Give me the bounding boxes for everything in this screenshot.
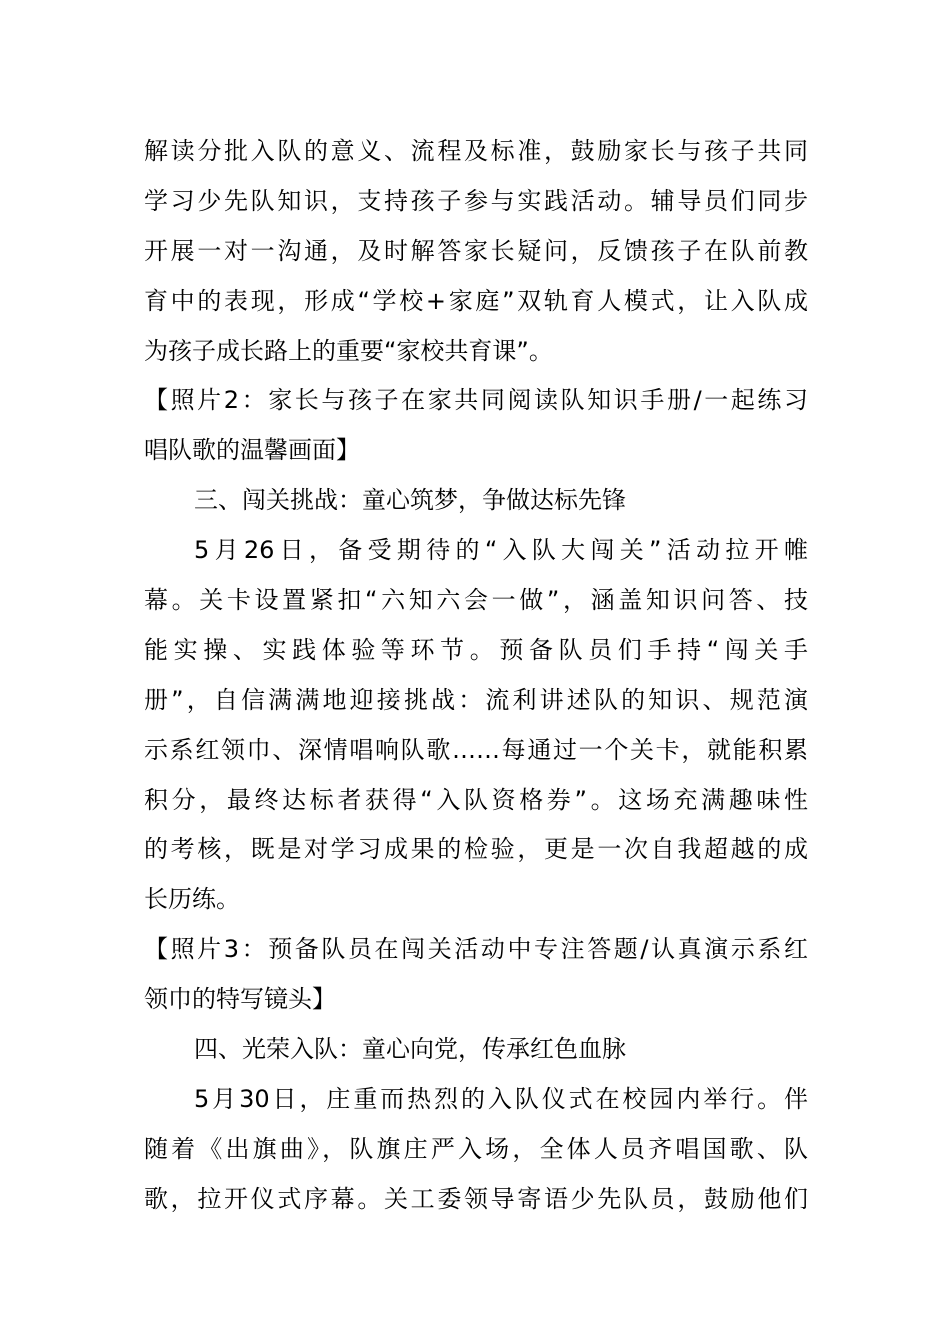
text-line: 示系红领巾、深情唱响队歌……每通过一个关卡，就能积累 <box>144 735 808 764</box>
text-line: 【照片2：家长与孩子在家共同阅读队知识手册/一起练习 <box>144 386 808 415</box>
text-line: 册”，自信满满地迎接挑战：流利讲述队的知识、规范演 <box>144 685 808 714</box>
text-line: 为孩子成长路上的重要“家校共育课”。 <box>144 336 553 365</box>
paragraph <box>144 127 808 376</box>
text-line: 随着《出旗曲》，队旗庄严入场，全体人员齐唱国歌、队 <box>144 1134 808 1163</box>
paragraph <box>144 1075 808 1225</box>
text-line: 能实操、实践体验等环节。预备队员们手持“闯关手 <box>144 635 808 664</box>
paragraph <box>144 526 808 925</box>
photo-caption <box>144 925 808 1025</box>
text-line: 学习少先队知识，支持孩子参与实践活动。辅导员们同步 <box>144 186 808 215</box>
text-line: 领巾的特写镜头】 <box>144 985 336 1014</box>
text-line: 歌，拉开仪式序幕。关工委领导寄语少先队员，鼓励他们 <box>144 1184 808 1213</box>
document-body <box>144 127 808 1225</box>
heading-line: 三、闯关挑战：童心筑梦，争做达标先锋 <box>194 486 626 515</box>
text-line: 【照片3：预备队员在闯关活动中专注答题/认真演示系红 <box>144 935 808 964</box>
text-line: 幕。关卡设置紧扣“六知六会一做”，涵盖知识问答、技 <box>144 586 808 615</box>
text-line: 5月26日，备受期待的“入队大闯关”活动拉开帷 <box>194 536 808 565</box>
text-line: 育中的表现，形成“学校+家庭”双轨育人模式，让入队成 <box>144 286 808 315</box>
section-heading <box>144 476 808 526</box>
text-line: 开展一对一沟通，及时解答家长疑问，反馈孩子在队前教 <box>144 236 808 265</box>
section-heading <box>144 1025 808 1075</box>
text-line: 的考核，既是对学习成果的检验，更是一次自我超越的成 <box>144 835 808 864</box>
text-line: 长历练。 <box>144 885 240 914</box>
heading-line: 四、光荣入队：童心向党，传承红色血脉 <box>194 1035 626 1064</box>
text-line: 5月30日，庄重而热烈的入队仪式在校园内举行。伴 <box>194 1084 808 1113</box>
photo-caption <box>144 376 808 476</box>
text-line: 积分，最终达标者获得“入队资格券”。这场充满趣味性 <box>144 785 808 814</box>
text-line: 解读分批入队的意义、流程及标准，鼓励家长与孩子共同 <box>144 137 808 165</box>
text-line: 唱队歌的温馨画面】 <box>144 436 360 465</box>
